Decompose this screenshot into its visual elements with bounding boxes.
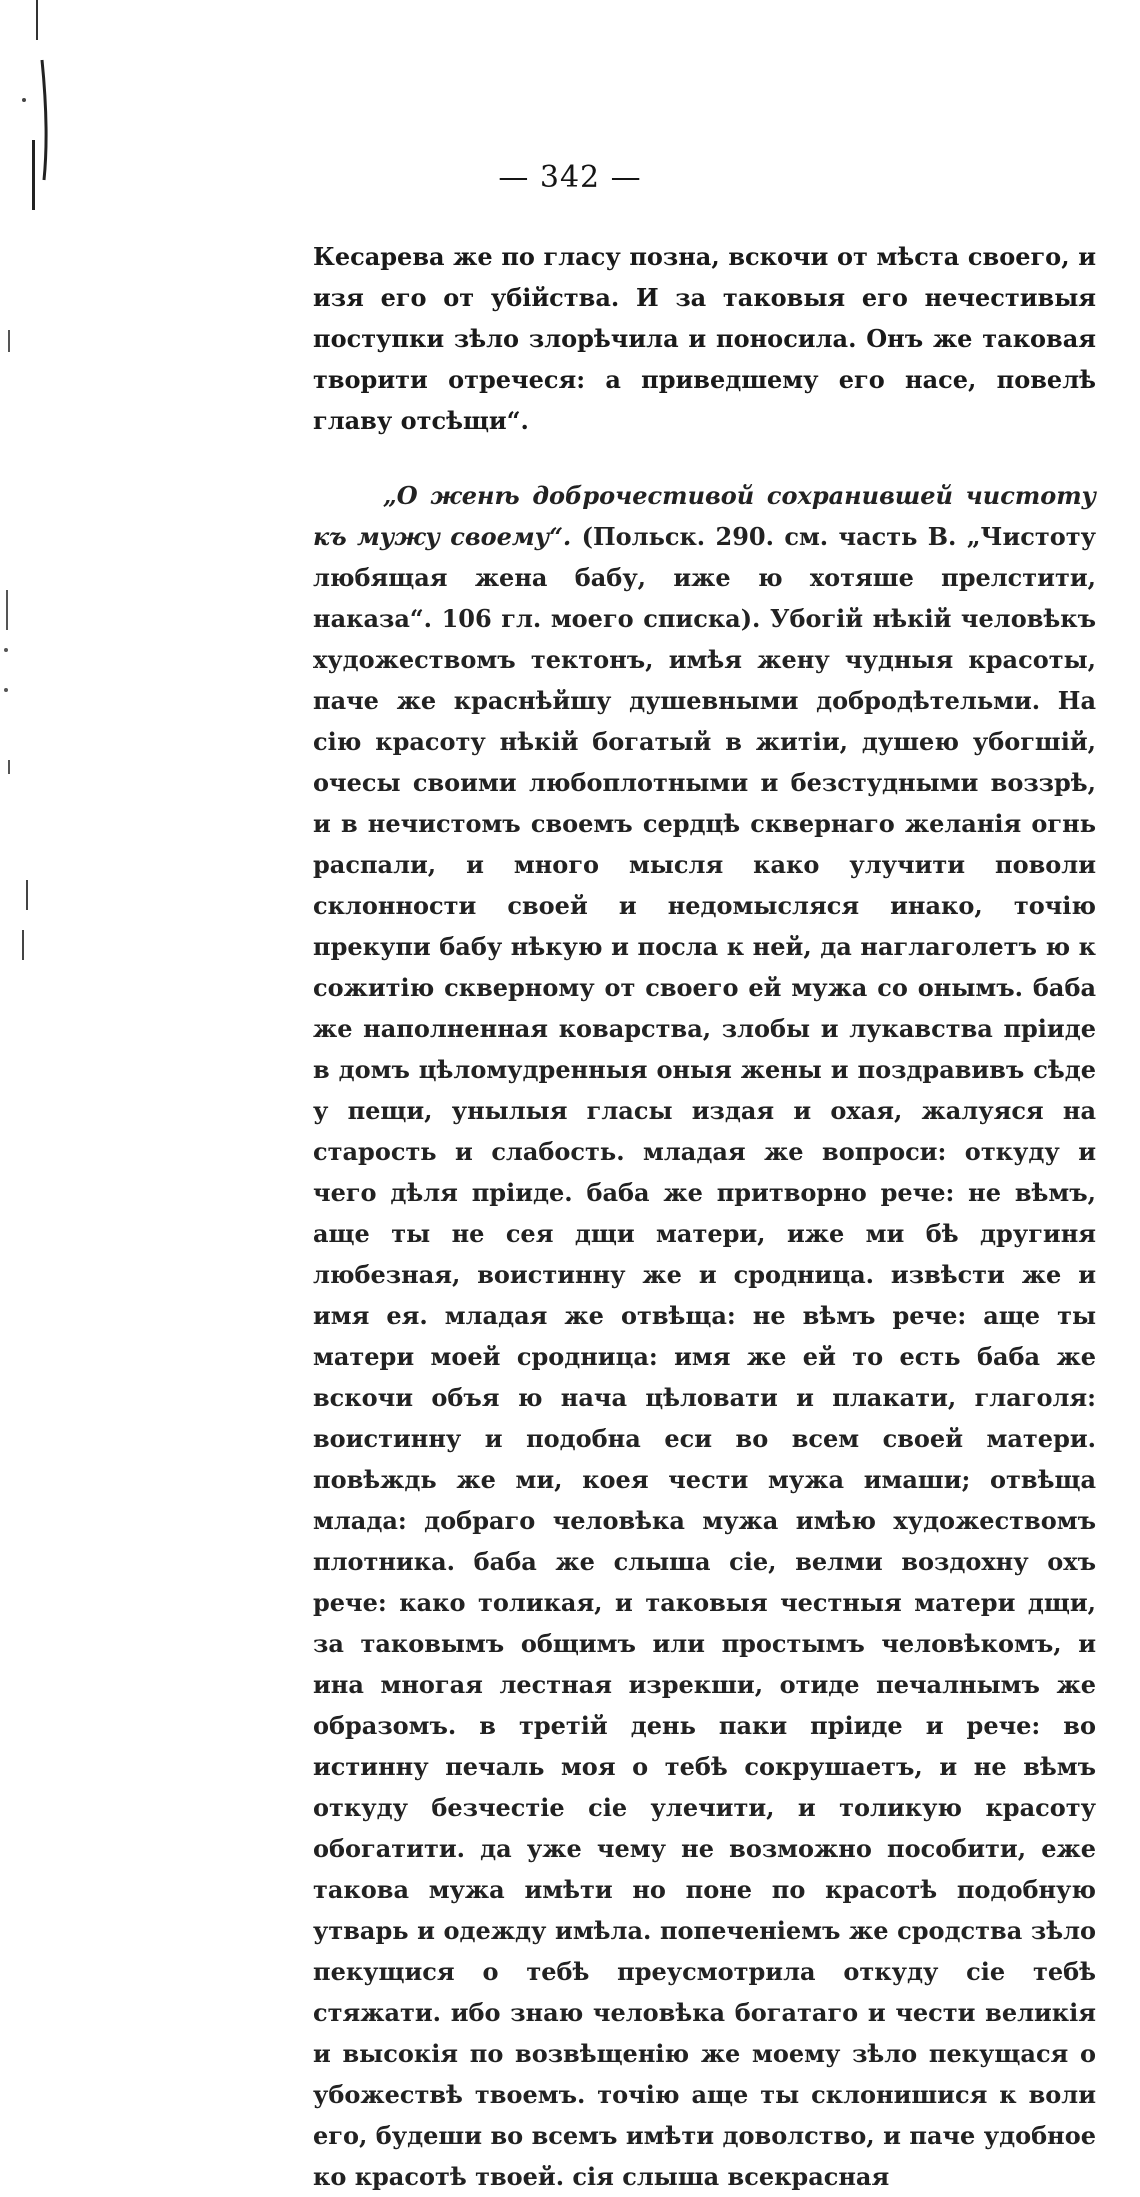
page-number: — 342 — bbox=[498, 160, 642, 195]
paragraph-2 bbox=[313, 475, 1096, 2197]
section-title: „О женѣ доброчестивой сохранившей чистоту къ мужу своему“. bbox=[313, 481, 1096, 551]
scan-margin-marks bbox=[0, 0, 60, 1773]
paragraph-1: Кесарева же по гласу позна, вскочи от мѣста своего, и изя его от убійства. И за таковыя его нечестивыя поступки зѣло злорѣчила и поносила. Онъ же таковая творити отречеся: а приведшему его насе, повелѣ главу отсѣщи“. bbox=[313, 242, 1096, 435]
body-text bbox=[313, 236, 1096, 2197]
paragraph-2-body: (Польск. 290. см. часть В. „Чистоту любящая жена бабу, иже ю хотяше прелстити, наказа“. 106 гл. моего списка). Убогій нѣкій человѣкъ художествомъ тектонъ, имѣя жену чудныя красоты, паче же краснѣйшу душевными добродѣтельми. На сію красоту нѣкій богатый в житіи, душею убогшій, очесы своими любоплотными и безстудными воззрѣ, и в нечистомъ своемъ сердцѣ сквернаго желанія огнь распали, и много мысля како улучити поволи склонности своей и недомысляся инако, точію прекупи бабу нѣкую и посла к ней, да наглаголетъ ю к сожитію скверному от своего ей мужа со онымъ. баба же наполненная коварства, злобы и лукавства пріиде в домъ цѣломудренныя оныя жены и поздравивъ сѣде у пещи, унылыя гласы издая и охая, жалуяся на старость и слабость. младая же вопроси: откуду и чего дѣля пріиде. баба же притворно рече: не вѣмъ, аще ты не сея дщи матери, иже ми бѣ другиня любезная, воистинну же и сродница. извѣсти же и имя ея. младая же отвѣща: не вѣмъ рече: аще ты матери моей сродница: имя же ей то есть баба же вскочи объя ю нача цѣловати и плакати, глаголя: воистинну и подобна еси во всем своей матери. повѣждь же ми, коея чести мужа имаши; отвѣща млада: добраго человѣка мужа имѣю художествомъ плотника. баба же слыша сіе, велми воздохну охъ рече: како толикая, и таковыя честныя матери дщи, за таковымъ общимъ или простымъ человѣкомъ, и ина многая лестная изрекши, отиде печалнымъ же образомъ. в третій день паки пріиде и рече: во истинну печаль моя о тебѣ сокрушаетъ, и не вѣмъ откуду безчестіе сіе улечити, и толикую красоту обогатити. да уже чему не возможно пособити, еже такова мужа имѣти но поне по красотѣ подобную утварь и одежду имѣла. попеченіемъ же сродства зѣло пекущися о тебѣ преусмотрила откуду сіе тебѣ стяжати. ибо знаю человѣка богатаго и чести великія и высокія по возвѣщенію же моему зѣло пекущася о убожествѣ твоемъ. точію аще ты склонишися к воли его, будеши во всемъ имѣти доволство, и паче удобное ко красотѣ твоей. сія слыша всекрасная bbox=[313, 522, 1096, 2191]
